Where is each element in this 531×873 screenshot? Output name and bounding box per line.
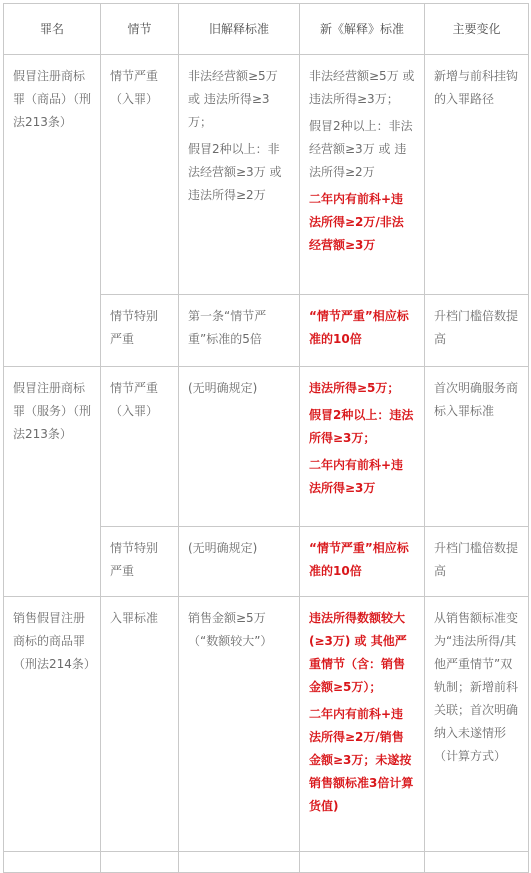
new-standard-text: 假冒2种以上：非法经营额≥3万 或 违法所得≥2万 bbox=[309, 119, 413, 179]
table-row bbox=[4, 852, 529, 873]
new-standard-highlight: 违法所得数额较大(≥3万) 或 其他严重情节（含：销售金额≥5万）； bbox=[309, 611, 407, 694]
empty-cell bbox=[4, 852, 101, 873]
empty-cell bbox=[101, 852, 179, 873]
old-standard-text: 假冒2种以上：非法经营额≥3万 或 违法所得≥2万 bbox=[188, 142, 282, 202]
new-standard-highlight: 假冒2种以上：违法所得≥3万； bbox=[309, 408, 414, 445]
new-standard-highlight: “情节严重”相应标准的10倍 bbox=[300, 295, 425, 367]
new-standard-cell bbox=[300, 367, 425, 527]
crime-cell: 假冒注册商标罪（服务）（刑法213条） bbox=[4, 367, 101, 597]
old-standard-cell: (无明确规定) bbox=[179, 527, 300, 597]
table-row bbox=[4, 55, 529, 295]
old-standard-cell bbox=[179, 55, 300, 295]
new-standard-text: 非法经营额≥5万 或 违法所得≥3万； bbox=[309, 69, 415, 106]
plot-cell: 入罪标准 bbox=[101, 597, 179, 852]
crime-cell: 假冒注册商标罪（商品）（刑法213条） bbox=[4, 55, 101, 367]
change-cell: 升档门槛倍数提高 bbox=[425, 527, 529, 597]
new-standard-highlight: 二年内有前科+违法所得≥2万/销售金额≥3万；未遂按销售额标准3倍计算货值) bbox=[309, 707, 414, 813]
header-crime: 罪名 bbox=[4, 4, 101, 55]
change-cell: 首次明确服务商标入罪标准 bbox=[425, 367, 529, 527]
old-standard-cell: 销售金额≥5万（“数额较大”） bbox=[179, 597, 300, 852]
new-standard-highlight: 违法所得≥5万； bbox=[309, 381, 400, 395]
header-new-standard: 新《解释》标准 bbox=[300, 4, 425, 55]
plot-cell: 情节严重（入罪） bbox=[101, 55, 179, 295]
header-main-change: 主要变化 bbox=[425, 4, 529, 55]
plot-cell: 情节特别严重 bbox=[101, 295, 179, 367]
change-cell: 从销售额标准变为“违法所得/其他严重情节”双轨制；新增前科关联；首次明确纳入未遂情形（计算方式） bbox=[425, 597, 529, 852]
old-standard-text: 非法经营额≥5万 或 违法所得≥3万； bbox=[188, 69, 278, 129]
change-cell: 升档门槛倍数提高 bbox=[425, 295, 529, 367]
empty-cell bbox=[300, 852, 425, 873]
new-standard-cell bbox=[300, 55, 425, 295]
empty-cell bbox=[425, 852, 529, 873]
new-standard-highlight: “情节严重”相应标准的10倍 bbox=[300, 527, 425, 597]
change-cell: 新增与前科挂钩的入罪路径 bbox=[425, 55, 529, 295]
comparison-table bbox=[3, 3, 529, 873]
table-row bbox=[4, 367, 529, 527]
plot-cell: 情节严重（入罪） bbox=[101, 367, 179, 527]
old-standard-cell: (无明确规定) bbox=[179, 367, 300, 527]
new-standard-cell bbox=[300, 597, 425, 852]
new-standard-highlight: 二年内有前科+违法所得≥3万 bbox=[309, 458, 404, 495]
table-header-row bbox=[4, 4, 529, 55]
new-standard-highlight: 二年内有前科+违法所得≥2万/非法经营额≥3万 bbox=[309, 192, 404, 252]
crime-cell: 销售假冒注册商标的商品罪（刑法214条） bbox=[4, 597, 101, 852]
plot-cell: 情节特别严重 bbox=[101, 527, 179, 597]
header-plot: 情节 bbox=[101, 4, 179, 55]
header-old-standard: 旧解释标准 bbox=[179, 4, 300, 55]
empty-cell bbox=[179, 852, 300, 873]
old-standard-cell: 第一条“情节严重”标准的5倍 bbox=[179, 295, 300, 367]
table-row bbox=[4, 597, 529, 852]
